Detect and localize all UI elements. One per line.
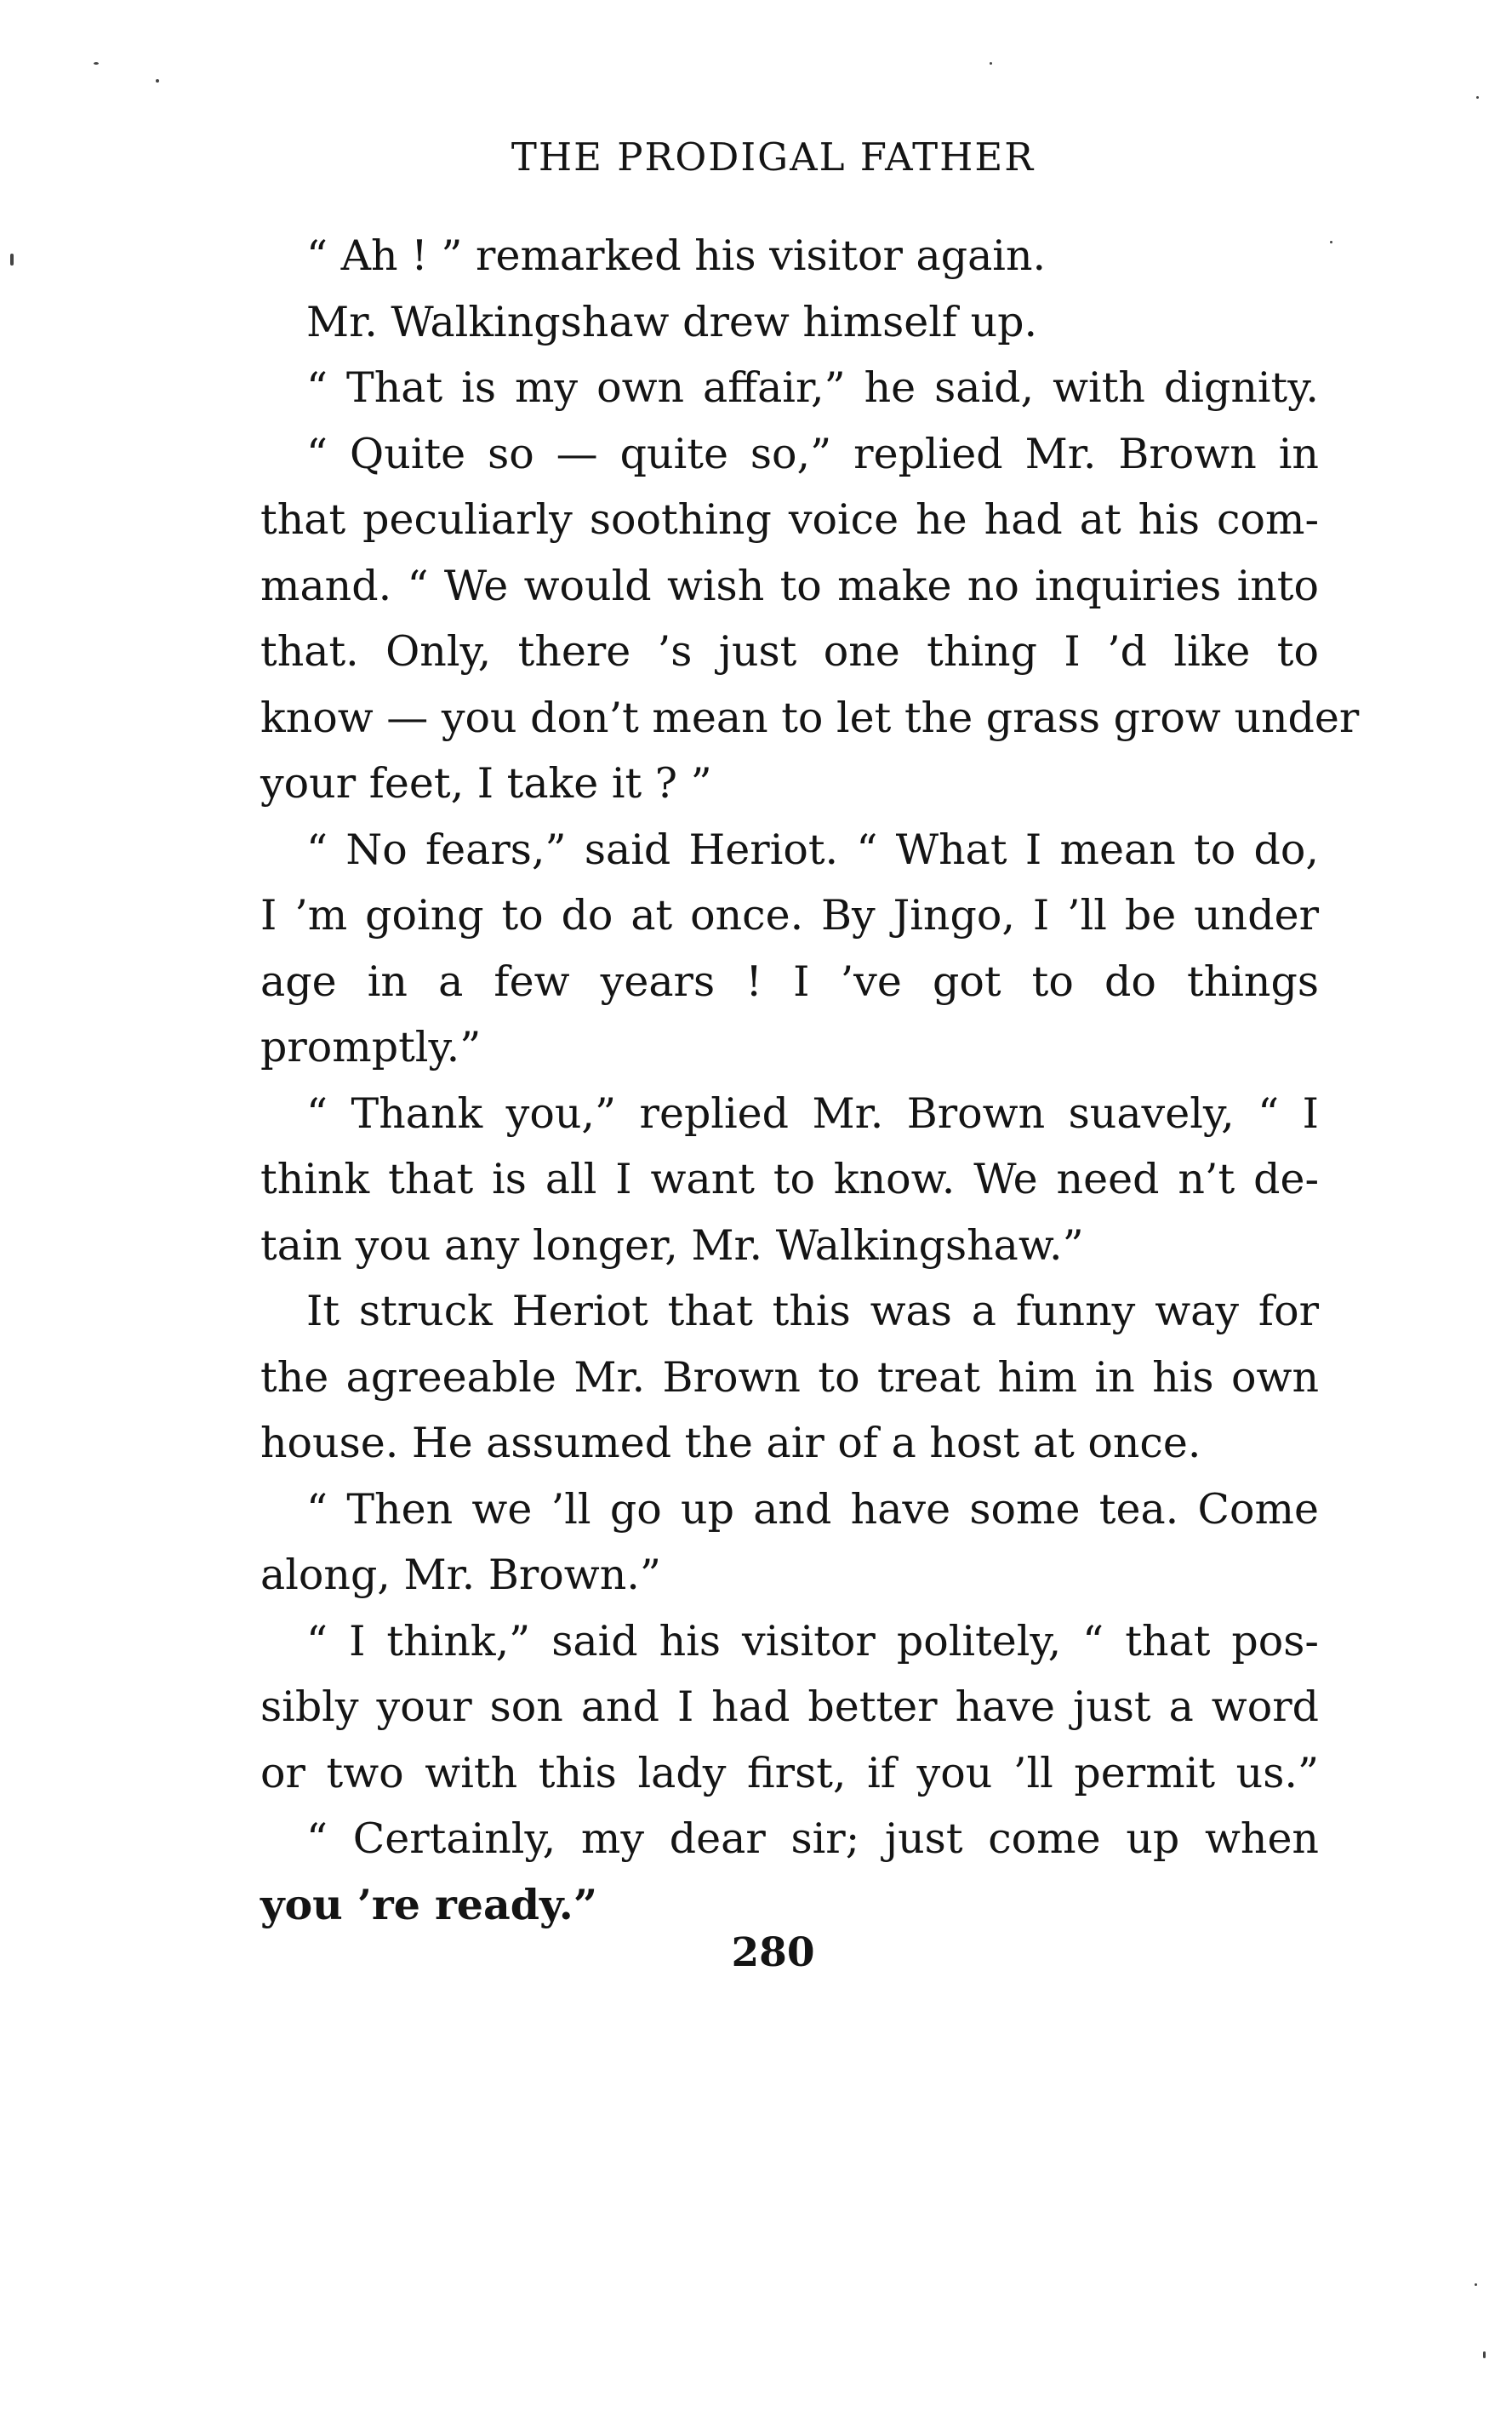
text-line: Mr. Walkingshaw drew himself up. <box>306 297 1038 346</box>
text-line: tain you any longer, Mr. Walkingshaw.” <box>260 1220 1084 1270</box>
scan-speck <box>1330 241 1332 243</box>
text-line: “ Thank you,” replied Mr. Brown suavely, “ I <box>306 1088 1319 1138</box>
text-line: know — you don’t mean to let the grass grow under <box>260 693 1360 742</box>
body-text <box>260 223 1360 1938</box>
text-line: “ Ah ! ” remarked his visitor again. <box>306 231 1047 280</box>
scan-speck <box>1476 96 1479 99</box>
text-line: I ’m going to do at once. By Jingo, I ’ll be under <box>260 891 1319 940</box>
scan-speck <box>94 62 99 65</box>
text-line: It struck Heriot that this was a funny way for <box>306 1287 1319 1335</box>
text-line: “ No fears,” said Heriot. “ What I mean to do, <box>306 825 1319 874</box>
text-line: “ That is my own affair,” he said, with dignity. <box>306 363 1319 412</box>
text-line: “ Certainly, my dear sir; just come up when <box>306 1814 1319 1863</box>
running-head: THE PRODIGAL FATHER <box>511 134 1036 180</box>
scan-speck <box>990 62 992 65</box>
page-number: 280 <box>731 1929 815 1976</box>
scan-speck <box>10 254 14 266</box>
text-line: your feet, I take it ? ” <box>260 759 712 808</box>
text-line: sibly your son and I had better have just a word <box>260 1683 1319 1731</box>
text-line: promptly.” <box>260 1023 482 1071</box>
text-line: “ I think,” said his visitor politely, “ that pos- <box>306 1616 1319 1665</box>
text-line: “ Quite so — quite so,” replied Mr. Brown in <box>306 429 1319 478</box>
text-line: think that is all I want to know. We need n’t de- <box>260 1155 1319 1203</box>
text-line: the agreeable Mr. Brown to treat him in his own <box>260 1352 1319 1402</box>
text-line: mand. “ We would wish to make no inquiries into <box>260 561 1319 610</box>
scan-speck <box>156 79 159 83</box>
scan-speck <box>1483 2351 1486 2358</box>
text-line: age in a few years ! I ’ve got to do things <box>260 957 1319 1006</box>
text-line: house. He assumed the air of a host at once. <box>260 1419 1201 1467</box>
text-line: that peculiarly soothing voice he had at his com- <box>260 495 1319 544</box>
text-line: that. Only, there ’s just one thing I ’d like to <box>260 627 1319 676</box>
scan-speck <box>1475 2283 1477 2286</box>
text-line: you ’re ready.” <box>260 1879 598 1929</box>
text-line: “ Then we ’ll go up and have some tea. Come <box>306 1484 1319 1534</box>
text-line: along, Mr. Brown.” <box>260 1551 661 1599</box>
text-line: or two with this lady first, if you ’ll permit us.” <box>260 1748 1319 1797</box>
